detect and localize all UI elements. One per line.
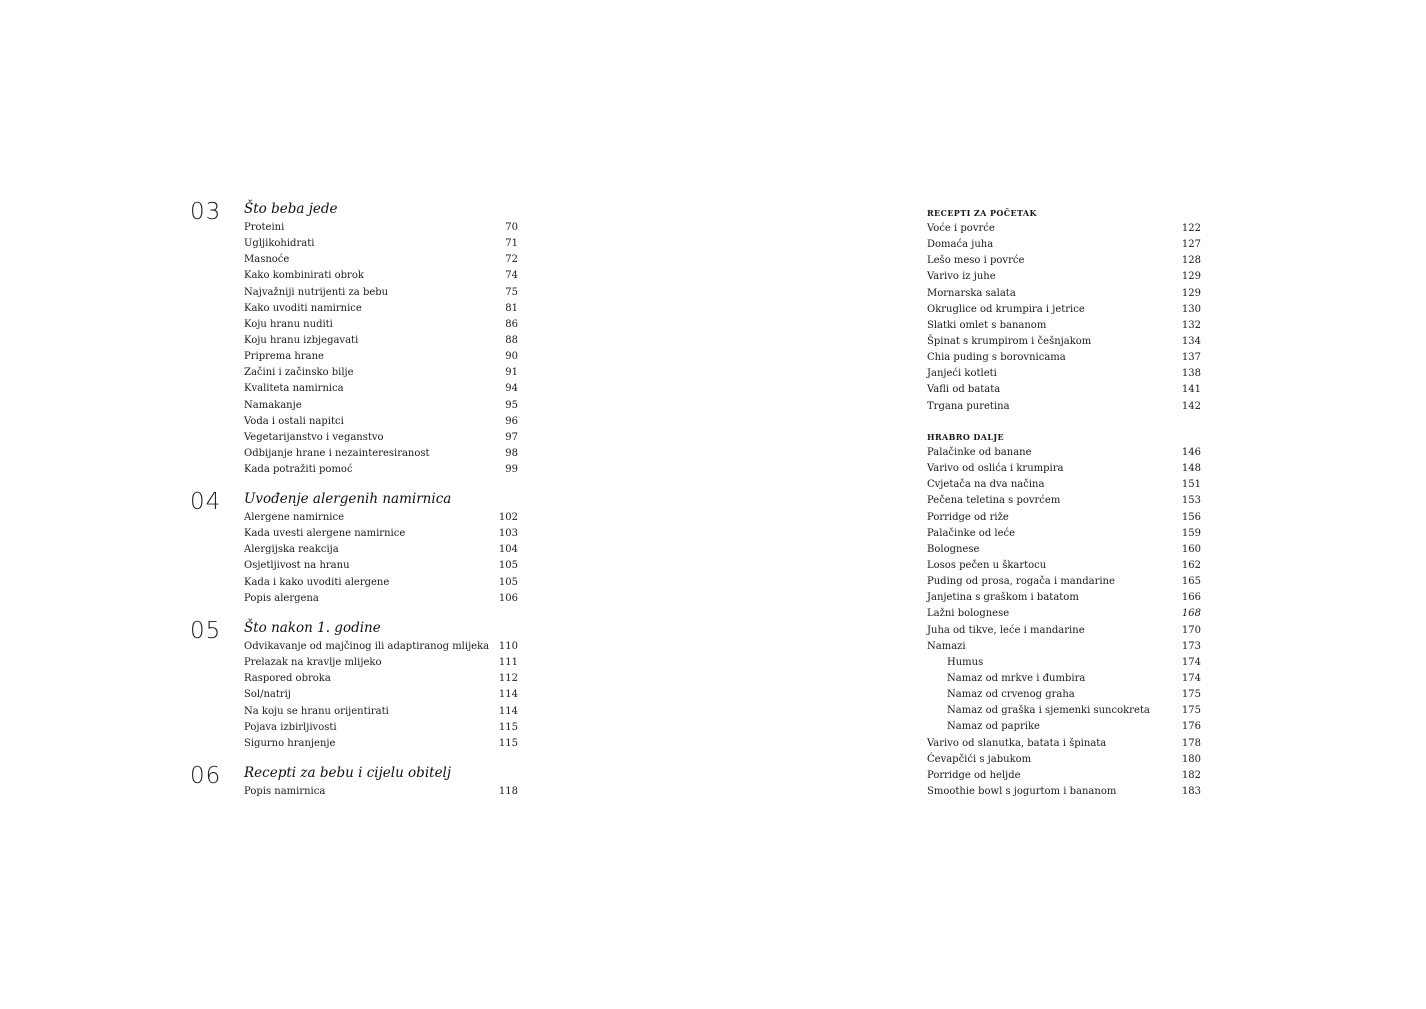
toc-entry[interactable] [244, 687, 518, 703]
entry-label: Na koju se hranu orijentirati [244, 705, 389, 717]
entry-page-number: 115 [498, 721, 518, 733]
toc-entry-list [244, 220, 518, 478]
entry-label: Pečena teletina s povrćem [927, 495, 1061, 507]
entry-label: Domaća juha [927, 239, 994, 251]
entry-label: Losos pečen u škartocu [927, 559, 1047, 571]
entry-page-number: 110 [498, 641, 518, 652]
toc-entry[interactable] [927, 382, 1201, 398]
chapter-title: Što nakon 1. godine [244, 620, 381, 636]
toc-entry[interactable] [927, 493, 1201, 509]
toc-entry[interactable] [244, 671, 518, 687]
entry-label: Humus [947, 656, 984, 668]
entry-page-number: 141 [1181, 384, 1201, 396]
chapter-number: 05 [190, 618, 222, 644]
toc-subentry[interactable] [927, 655, 1201, 671]
entry-label: Lažni bolognese [927, 608, 1010, 620]
toc-entry[interactable] [244, 381, 518, 397]
entry-page-number: 115 [498, 737, 518, 749]
entry-label: Odbijanje hrane i nezainteresiranost [244, 447, 430, 459]
entry-label: Sol/natrij [244, 689, 291, 701]
chapter-title: Što beba jede [244, 201, 338, 217]
entry-label: Voda i ostali napitci [244, 415, 344, 427]
toc-entry[interactable] [244, 398, 518, 414]
entry-label: Vegetarijanstvo i veganstvo [244, 431, 384, 443]
entry-page-number: 103 [498, 528, 518, 540]
toc-entry[interactable] [244, 236, 518, 252]
entry-page-number: 134 [1181, 335, 1201, 347]
entry-page-number: 127 [1181, 239, 1201, 251]
toc-entry[interactable] [244, 462, 518, 478]
entry-label: Osjetljivost na hranu [244, 560, 350, 572]
entry-page-number: 111 [498, 657, 518, 669]
toc-entry[interactable] [244, 349, 518, 365]
entry-page-number: 182 [1181, 769, 1201, 781]
entry-page-number: 104 [498, 544, 518, 556]
toc-entry[interactable] [927, 286, 1201, 302]
toc-entry-list [244, 639, 518, 752]
entry-page-number: 170 [1181, 624, 1201, 636]
entry-page-number: 165 [1181, 576, 1201, 588]
toc-entry[interactable] [244, 268, 518, 284]
toc-entry[interactable] [927, 350, 1201, 366]
entry-label: Juha od tikve, leće i mandarine [927, 624, 1085, 636]
entry-page-number: 71 [505, 238, 518, 250]
toc-subentry[interactable] [927, 687, 1201, 703]
entry-page-number: 138 [1181, 368, 1201, 380]
entry-label: Popis namirnica [244, 786, 326, 797]
entry-page-number: 174 [1181, 656, 1201, 668]
entry-label: Kako uvoditi namirnice [244, 302, 362, 314]
entry-page-number: 90 [505, 351, 518, 363]
entry-page-number: 132 [1181, 319, 1201, 331]
toc-entry[interactable] [927, 736, 1201, 752]
chapter-number: 06 [190, 763, 222, 789]
toc-entry-list [244, 510, 518, 607]
entry-page-number: 180 [1181, 753, 1201, 765]
chapter-number: 04 [190, 489, 222, 515]
entry-page-number: 112 [498, 673, 518, 685]
toc-entry[interactable] [244, 639, 518, 655]
entry-label: Namakanje [244, 399, 302, 411]
entry-label: Janjetina s graškom i batatom [927, 592, 1079, 604]
entry-page-number: 118 [498, 786, 518, 797]
entry-label: Kada i kako uvoditi alergene [244, 576, 390, 588]
entry-page-number: 156 [1181, 511, 1201, 523]
toc-entry[interactable] [927, 558, 1201, 574]
toc-entry[interactable] [927, 366, 1201, 382]
entry-label: Raspored obroka [244, 673, 331, 685]
entry-label: Voće i povrće [927, 223, 995, 234]
toc-entry[interactable] [244, 446, 518, 462]
chapter-title: Uvođenje alergenih namirnica [244, 491, 452, 507]
entry-page-number: 174 [1181, 672, 1201, 684]
entry-label: Cvjetača na dva načina [927, 479, 1045, 491]
entry-label: Popis alergena [244, 592, 319, 604]
toc-entry[interactable] [244, 333, 518, 349]
entry-page-number: 148 [1181, 463, 1201, 475]
entry-page-number: 105 [498, 576, 518, 588]
entry-label: Varivo od slanutka, batata i špinata [927, 737, 1107, 749]
entry-page-number: 98 [505, 447, 518, 459]
entry-label: Proteini [244, 222, 285, 233]
entry-page-number: 75 [505, 286, 518, 298]
entry-label: Kada uvesti alergene namirnice [244, 528, 406, 540]
toc-entry[interactable] [927, 237, 1201, 253]
entry-page-number: 176 [1181, 721, 1201, 733]
entry-label: Začini i začinsko bilje [244, 367, 354, 379]
toc-entry[interactable] [927, 302, 1201, 318]
entry-label: Pojava izbirljivosti [244, 721, 337, 733]
entry-label: Janjeći kotleti [927, 368, 997, 380]
toc-entry[interactable] [244, 510, 518, 526]
entry-label: Namaz od graška i sjemenki suncokreta [947, 705, 1150, 717]
entry-page-number: 105 [498, 560, 518, 572]
entry-page-number: 128 [1181, 255, 1201, 267]
entry-label: Bolognese [927, 543, 980, 555]
right-page [713, 0, 1426, 1009]
toc-entry[interactable] [927, 639, 1201, 655]
toc-entry[interactable] [244, 655, 518, 671]
entry-page-number: 99 [505, 464, 518, 476]
entry-label: Alergene namirnice [244, 512, 344, 523]
toc-subentry[interactable] [927, 719, 1201, 735]
entry-label: Namaz od paprike [947, 721, 1040, 733]
toc-entry[interactable] [927, 606, 1201, 622]
entry-page-number: 142 [1181, 400, 1201, 412]
toc-entry[interactable] [244, 220, 518, 236]
entry-page-number: 183 [1181, 785, 1201, 797]
entry-page-number: 88 [505, 334, 518, 346]
entry-page-number: 114 [498, 689, 518, 701]
entry-page-number: 114 [498, 705, 518, 717]
entry-label: Ćevapčići s jabukom [927, 753, 1032, 765]
entry-label: Najvažniji nutrijenti za bebu [244, 286, 389, 298]
entry-label: Alergijska reakcija [244, 544, 339, 556]
entry-page-number: 122 [1181, 223, 1201, 234]
entry-label: Slatki omlet s bananom [927, 319, 1047, 331]
toc-entry[interactable] [927, 510, 1201, 526]
entry-page-number: 106 [498, 592, 518, 604]
toc-entry[interactable] [927, 574, 1201, 590]
entry-label: Špinat s krumpirom i češnjakom [927, 335, 1092, 347]
entry-page-number: 70 [505, 222, 518, 233]
toc-entry[interactable] [927, 542, 1201, 558]
entry-page-number: 146 [1181, 447, 1201, 458]
toc-entry[interactable] [927, 768, 1201, 784]
toc-entry[interactable] [927, 477, 1201, 493]
toc-entry[interactable] [927, 784, 1201, 800]
toc-subentry[interactable] [927, 703, 1201, 719]
entry-label: Puding od prosa, rogača i mandarine [927, 576, 1115, 588]
entry-label: Odvikavanje od majčinog ili adaptiranog mlijeka [244, 641, 490, 652]
toc-entry[interactable] [244, 542, 518, 558]
entry-page-number: 91 [505, 367, 518, 379]
toc-entry[interactable] [244, 575, 518, 591]
toc-entry[interactable] [927, 752, 1201, 768]
entry-page-number: 94 [505, 383, 518, 395]
entry-label: Prelazak na kravlje mlijeko [244, 657, 382, 669]
entry-page-number: 168 [1181, 608, 1201, 620]
entry-page-number: 159 [1181, 527, 1201, 539]
entry-label: Trgana puretina [927, 400, 1010, 412]
chapter-title: Recepti za bebu i cijelu obitelj [244, 765, 452, 781]
entry-label: Varivo od oslića i krumpira [927, 463, 1064, 475]
toc-entry[interactable] [927, 253, 1201, 269]
entry-page-number: 166 [1181, 592, 1201, 604]
entry-page-number: 160 [1181, 543, 1201, 555]
entry-page-number: 96 [505, 415, 518, 427]
toc-entry[interactable] [244, 365, 518, 381]
entry-label: Mornarska salata [927, 287, 1016, 299]
entry-page-number: 153 [1181, 495, 1201, 507]
entry-label: Varivo iz juhe [927, 271, 996, 283]
entry-label: Koju hranu izbjegavati [244, 334, 359, 346]
toc-entry[interactable] [244, 301, 518, 317]
entry-page-number: 81 [505, 302, 518, 314]
entry-page-number: 97 [505, 431, 518, 443]
entry-page-number: 175 [1181, 689, 1201, 701]
section-heading: RECEPTI ZA POČETAK [927, 208, 1037, 218]
toc-entry[interactable] [927, 221, 1201, 237]
toc-entry[interactable] [927, 526, 1201, 542]
section-hrabro-dalje [927, 430, 1201, 800]
entry-page-number: 130 [1181, 303, 1201, 315]
entry-page-number: 151 [1181, 479, 1201, 491]
entry-label: Ugljikohidrati [244, 238, 315, 250]
toc-entry[interactable] [244, 591, 518, 607]
toc-entry[interactable] [244, 430, 518, 446]
entry-page-number: 162 [1181, 559, 1201, 571]
toc-entry[interactable] [927, 623, 1201, 639]
toc-entry[interactable] [927, 399, 1201, 415]
entry-label: Vafli od batata [927, 384, 1001, 396]
toc-entry[interactable] [927, 334, 1201, 350]
toc-entry[interactable] [244, 317, 518, 333]
entry-label: Smoothie bowl s jogurtom i bananom [927, 785, 1117, 797]
toc-subentry[interactable] [927, 671, 1201, 687]
entry-label: Kako kombinirati obrok [244, 270, 364, 282]
entry-label: Namaz od mrkve i đumbira [947, 672, 1086, 684]
entry-page-number: 129 [1181, 271, 1201, 283]
toc-entry[interactable] [927, 590, 1201, 606]
toc-entry[interactable] [927, 445, 1201, 461]
toc-entry[interactable] [244, 414, 518, 430]
entry-page-number: 72 [505, 254, 518, 266]
entry-page-number: 129 [1181, 287, 1201, 299]
toc-entry[interactable] [244, 784, 518, 800]
entry-page-number: 86 [505, 318, 518, 330]
entry-label: Porridge od riže [927, 511, 1009, 523]
entry-label: Palačinke od leće [927, 527, 1016, 539]
entry-label: Okruglice od krumpira i jetrice [927, 303, 1085, 315]
entry-label: Sigurno hranjenje [244, 737, 336, 749]
entry-page-number: 175 [1181, 705, 1201, 717]
entry-label: Porridge od heljde [927, 769, 1021, 781]
entry-label: Priprema hrane [244, 351, 324, 363]
entry-page-number: 178 [1181, 737, 1201, 749]
entry-page-number: 102 [498, 512, 518, 523]
toc-entry[interactable] [927, 318, 1201, 334]
toc-entry[interactable] [927, 461, 1201, 477]
toc-entry[interactable] [244, 558, 518, 574]
toc-entry[interactable] [244, 736, 518, 752]
toc-entry[interactable] [244, 285, 518, 301]
entry-label: Palačinke od banane [927, 447, 1032, 458]
entry-page-number: 95 [505, 399, 518, 411]
entry-label: Koju hranu nuditi [244, 318, 333, 330]
toc-entry-list [244, 784, 518, 800]
entry-label: Chia puding s borovnicama [927, 352, 1066, 364]
entry-page-number: 173 [1181, 640, 1201, 652]
chapter-number: 03 [190, 199, 222, 225]
toc-entry[interactable] [927, 269, 1201, 285]
toc-entry[interactable] [244, 720, 518, 736]
section-heading: HRABRO DALJE [927, 432, 1005, 442]
entry-label: Namaz od crvenog graha [947, 689, 1075, 701]
toc-entry[interactable] [244, 526, 518, 542]
entry-page-number: 74 [505, 270, 518, 282]
entry-label: Kvaliteta namirnica [244, 383, 344, 395]
toc-entry[interactable] [244, 704, 518, 720]
toc-entry[interactable] [244, 252, 518, 268]
entry-page-number: 137 [1181, 352, 1201, 364]
entry-label: Lešo meso i povrće [927, 255, 1025, 267]
entry-label: Namazi [927, 640, 966, 652]
entry-label: Masnoće [244, 254, 290, 266]
section-recepti-za-pocetak [927, 206, 1201, 415]
entry-label: Kada potražiti pomoć [244, 464, 353, 476]
